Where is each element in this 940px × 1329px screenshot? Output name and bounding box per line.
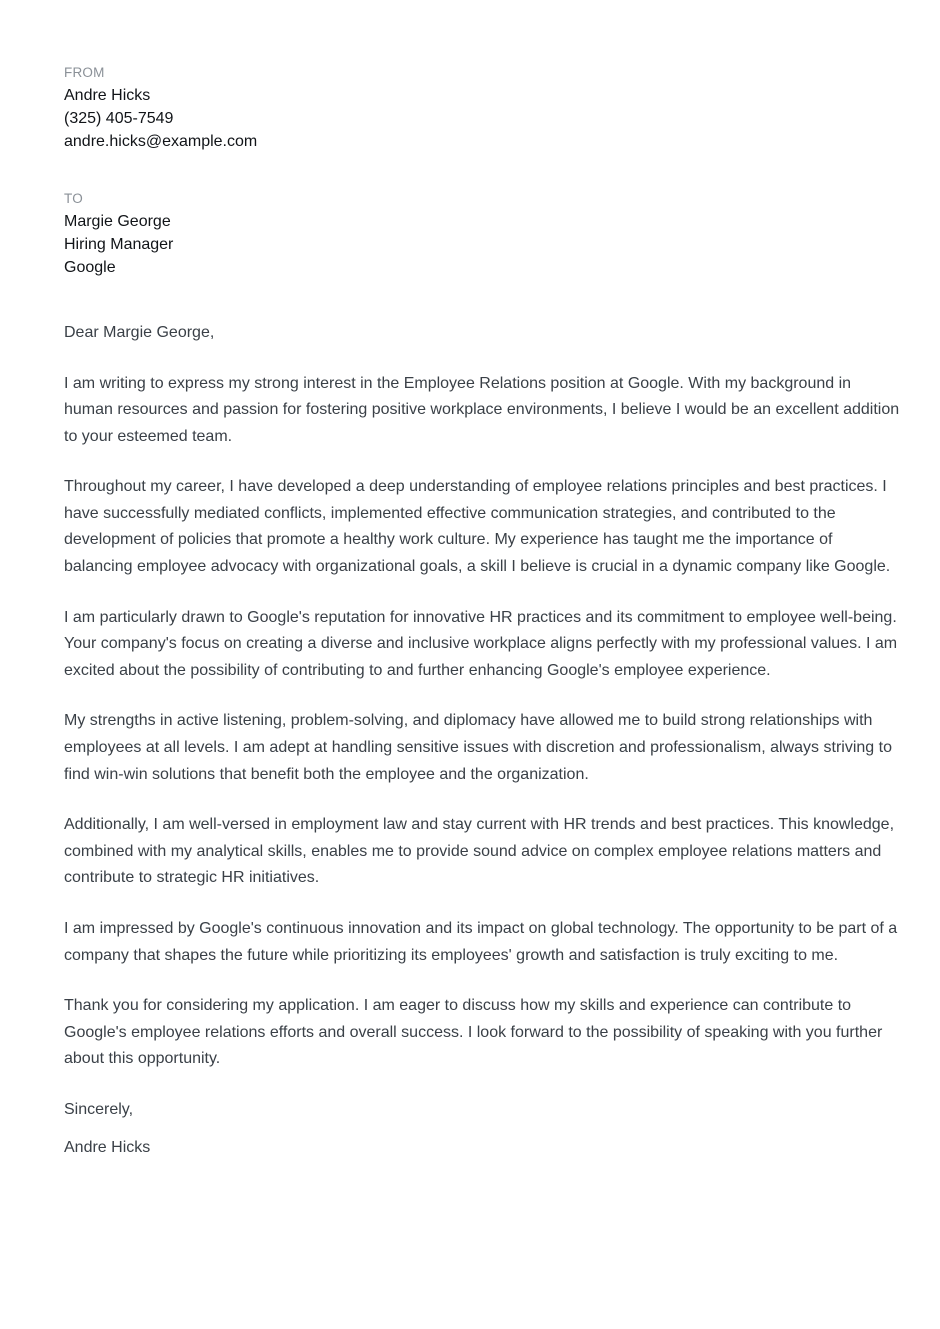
body-paragraph: Additionally, I am well-versed in employment law and stay current with HR trends and best practices. This knowledge, combined with my analytical skills, enables me to provide sound advice on complex employee relations matters and contribute to strategic HR initiatives. [64, 816, 895, 887]
recipient-name: Margie George [64, 213, 171, 230]
recipient-block [64, 188, 904, 279]
to-label: TO [64, 191, 83, 206]
body-paragraph: Thank you for considering my application. I am eager to discuss how my skills and experience can contribute to Google's employee relations efforts and overall success. I look forward to the possibility of speaking with you further about this opportunity. [64, 997, 883, 1068]
body-paragraph: I am particularly drawn to Google's reputation for innovative HR practices and its commitment to employee well-being. Your company's focus on creating a diverse and inclusive workplace aligns perfectly with my professional values. I am excited about the possibility of contributing to and further enhancing Google's employee experience. [64, 608, 898, 679]
body-paragraph: I am writing to express my strong interest in the Employee Relations position at Google. With my background in human resources and passion for fostering positive workplace environments, I believe I would be an excellent addition to your esteemed team. [64, 374, 900, 445]
from-label: FROM [64, 65, 105, 80]
closing: Sincerely, [64, 1100, 134, 1118]
salutation: Dear Margie George, [64, 324, 215, 341]
sender-name: Andre Hicks [64, 87, 151, 104]
body-paragraph: Throughout my career, I have developed a deep understanding of employee relations principles and best practices. I have successfully mediated conflicts, implemented effective communication strategies, and contributed to the development of policies that promote a healthy work culture. My experience has taught me the importance of balancing employee advocacy with organizational goals, a skill I believe is crucial in a dynamic company like Google. [64, 478, 891, 576]
body-paragraph: My strengths in active listening, problem-solving, and diplomacy have allowed me to build strong relationships with employees at all levels. I am adept at handling sensitive issues with discretion and professionalism, always striving to find win-win solutions that benefit both the employee and the organization. [64, 712, 892, 783]
letter-body [64, 371, 904, 1073]
sender-email: andre.hicks@example.com [64, 133, 258, 150]
recipient-company: Google [64, 259, 116, 276]
sender-block [64, 62, 904, 153]
cover-letter [64, 62, 904, 1162]
signature-name: Andre Hicks [64, 1139, 151, 1157]
sender-phone: (325) 405-7549 [64, 110, 174, 127]
recipient-title: Hiring Manager [64, 236, 174, 253]
body-paragraph: I am impressed by Google's continuous innovation and its impact on global technology. The opportunity to be part of a company that shapes the future while prioritizing its employees' growth and satisfaction is truly exciting to me. [64, 920, 898, 964]
